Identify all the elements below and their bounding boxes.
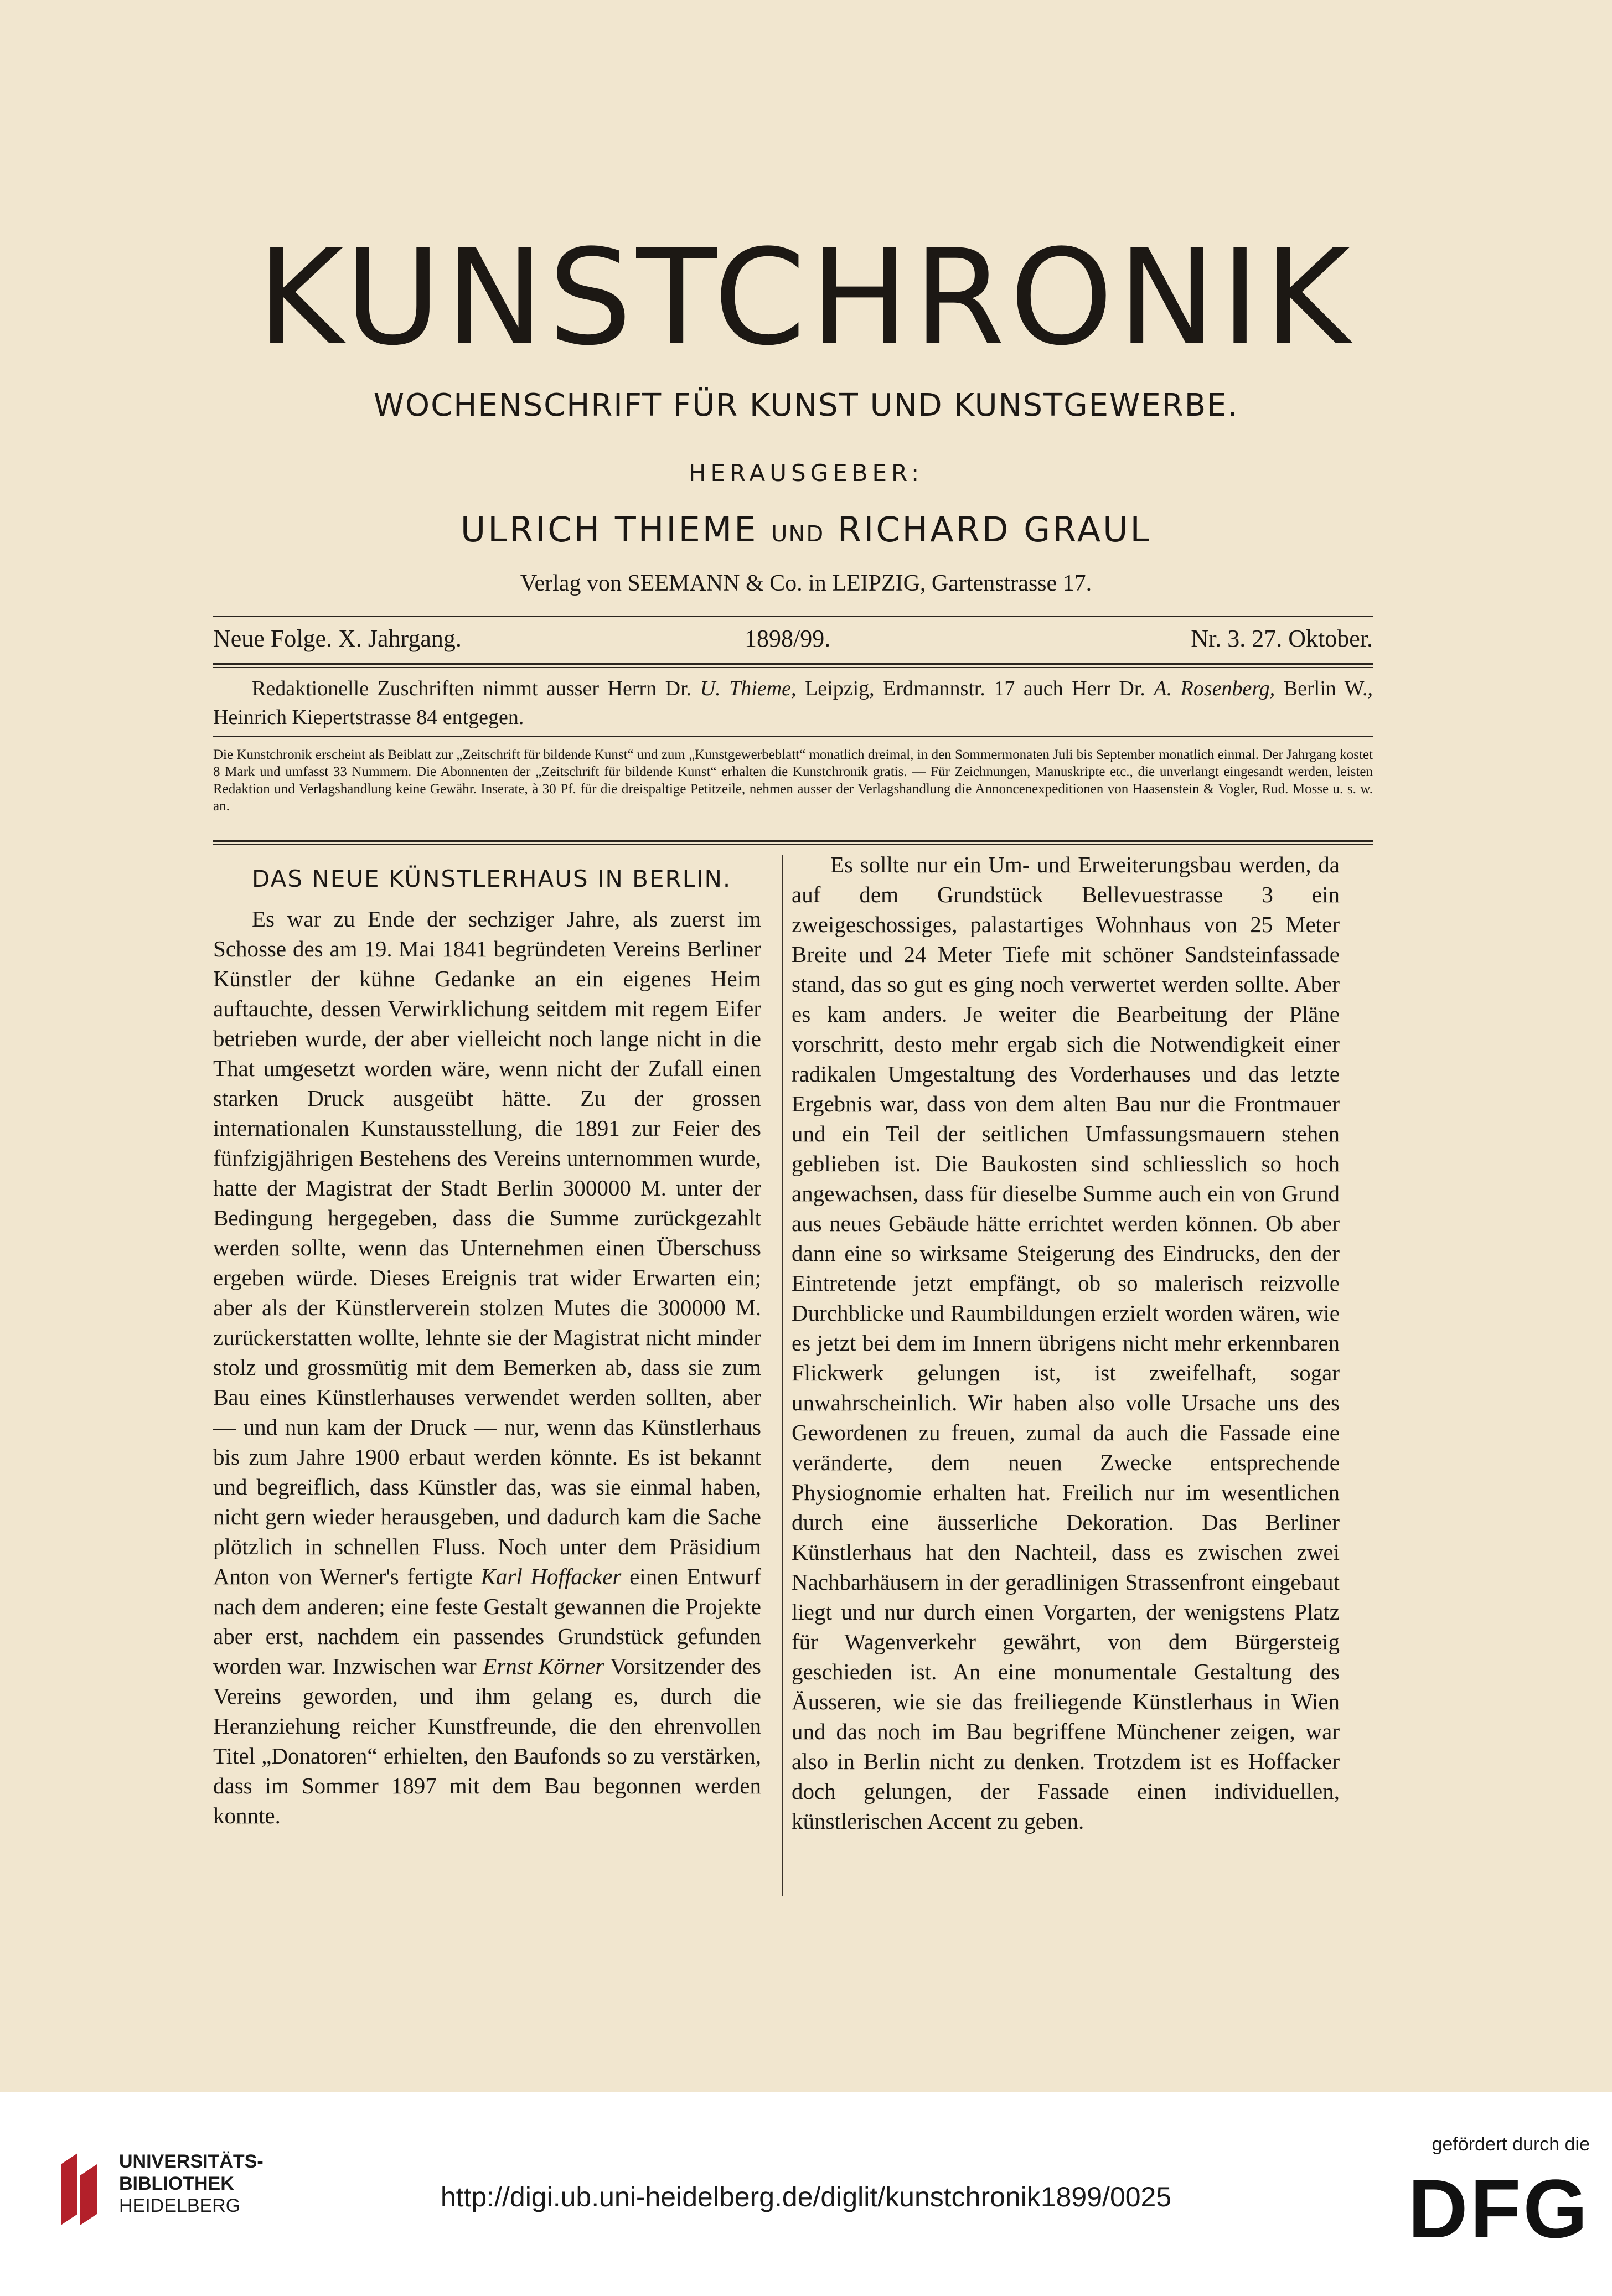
article-title: DAS NEUE KÜNSTLERHAUS IN BERLIN. — [252, 865, 732, 892]
article-text-c: Vorsitzender des Vereins geworden, und ihm gelang es, durch die Heranziehung reicher Kunstfreunde, die den ehrenvollen Titel „Donatoren“ erhielten, den Baufonds so zu verstärken, dass im Sommer 1897 mit dem Bau begonnen werden konnte. — [213, 1653, 761, 1828]
editors-und: UND — [771, 521, 825, 547]
column-divider — [782, 855, 783, 1896]
rule-under-notice — [213, 840, 1373, 845]
article-text-b: einen Entwurf nach dem anderen; eine feste Gestalt gewannen die Projekte aber erst, nachdem ein passendes Grundstück gefunden worden war. Inzwischen war — [213, 1564, 761, 1679]
editors-line — [0, 509, 1612, 550]
article-name-hoffacker: Karl Hoffacker — [480, 1564, 622, 1589]
library-name-line-3: HEIDELBERG — [119, 2195, 241, 2216]
redaktion-name-rosenberg: A. Rosenberg, — [1154, 677, 1275, 700]
article-paragraph-1 — [213, 904, 761, 1830]
rule-top — [213, 612, 1373, 617]
dfg-logo: DFG — [1408, 2162, 1590, 2255]
masthead-title: KUNSTCHRONIK — [257, 221, 1355, 375]
article-paragraph-2 — [792, 850, 1340, 1836]
funded-by-label: gefördert durch die — [1432, 2134, 1590, 2155]
rule-under-redaktion — [213, 732, 1373, 737]
rule-under-issue — [213, 663, 1373, 668]
subscription-notice: Die Kunstchronik erscheint als Beiblatt zur „Zeitschrift für bildende Kunst“ und zum „Kunstgewerbeblatt“ monatlich dreimal, in den Sommermonaten Juli bis September monatlich einmal. Der Jahrgang kostet 8 Mark und umfasst 33 Nummern. Die Abonnenten der „Zeitschrift für bildende Kunst“ erhalten die Kunstchronik gratis. — Für Zeichnungen, Manuskripte etc., die unverlangt eingesandt werden, leisten Redaktion und Verlagshandlung keine Gewähr. Inserate, à 30 Pf. für die dreispaltige Petitzeile, nehmen ausser der Verlagshandlung die Annoncenexpeditionen von Haasenstein & Vogler, Rud. Mosse u. s. w. an. — [213, 747, 1373, 814]
editor-thieme: ULRICH THIEME — [460, 509, 758, 550]
issue-row — [213, 624, 1373, 658]
article-text-a: Es war zu Ende der sechziger Jahre, als zuerst im Schosse des am 19. Mai 1841 begründeten Vereins Berliner Künstler der kühne Gedanke an ein eigenes Heim auftauchte, dessen Verwirklichung seitdem mit regem Eifer betrieben wurde, der aber vielleicht noch lange nicht in die That umgesetzt worden wäre, wenn nicht der Zufall einen starken Druck ausgeübt hätte. Zu der grossen internationalen Kunstausstellung, die 1891 zur Feier des fünfzigjährigen Bestehens des Vereins unternommen wurde, hatte der Magistrat der Stadt Berlin 300000 M. unter der Bedingung hergegeben, dass die Summe zurückgezahlt werden sollte, wenn das Unternehmen einen Überschuss ergeben würde. Dieses Ereignis trat wider Erwarten ein; aber als der Künstlerverein stolzen Mutes die 300000 M. zurückerstatten wollte, lehnte sie der Magistrat nicht minder stolz und grossmütig mit dem Bemerken ab, dass sie zum Bau eines Künstlerhauses verwendet werden sollten, aber — und nun kam der Druck — nur, wenn das Künstlerhaus bis zum Jahre 1900 erbaut werden könnte. Es ist bekannt und begreiflich, dass Künstler das, was sie einmal haben, nicht gern wieder herausgeben, und dadurch kam die Sache plötzlich in schnellen Fluss. Noch unter dem Präsidium Anton von Werner's fertigte — [213, 906, 761, 1589]
article-column-left — [213, 850, 761, 1830]
library-name-line-2: BIBLIOTHEK — [119, 2173, 234, 2194]
issue-series: Neue Folge. X. Jahrgang. — [213, 625, 462, 652]
issue-year: 1898/99. — [745, 625, 831, 652]
redaktion-text-3: Berlin W., Heinrich Kiepertstrasse 84 entgegen. — [213, 677, 1373, 729]
editor-graul: RICHARD GRAUL — [837, 509, 1152, 550]
redaktion-name-thieme: U. Thieme, — [700, 677, 797, 700]
herausgeber-label: HERAUSGEBER: — [688, 459, 924, 487]
article-column-right — [792, 850, 1340, 1836]
redaktion-text-1: Redaktionelle Zuschriften nimmt ausser Herrn Dr. — [252, 677, 700, 700]
library-name-line-1: UNIVERSITÄTS- — [119, 2151, 264, 2172]
masthead-subtitle: WOCHENSCHRIFT FÜR KUNST UND KUNSTGEWERBE. — [373, 387, 1239, 423]
permalink-url[interactable]: http://digi.ub.uni-heidelberg.de/diglit/kunstchronik1899/0025 — [440, 2181, 1172, 2212]
issue-number-date: Nr. 3. 27. Oktober. — [1191, 625, 1373, 652]
publisher-line: Verlag von SEEMANN & Co. in LEIPZIG, Gartenstrasse 17. — [520, 571, 1092, 596]
editorial-address — [213, 674, 1373, 732]
article-text-right: Es sollte nur ein Um- und Erweiterungsbau werden, da auf dem Grundstück Bellevuestrasse 3 ein zweigeschossiges, palastartiges Wohnhaus von 25 Meter Breite und 24 Meter Tiefe mit schöner Sandsteinfassade stand, das so gut es ging noch verwertet werden sollte. Aber es kam anders. Je weiter die Bearbeitung der Pläne vorschritt, desto mehr ergab sich die Notwendigkeit einer radikalen Umgestaltung des Vorderhauses und das letzte Ergebnis war, dass von dem alten Bau nur die Frontmauer und ein Teil der seitlichen Umfassungsmauern stehen geblieben ist. Die Baukosten sind schliesslich so hoch angewachsen, dass für dieselbe Summe auch ein von Grund aus neues Gebäude hätte errichtet werden können. Ob aber dann eine so wirksame Steigerung des Eindrucks, den der Eintretende jetzt empfängt, ob so malerisch reizvolle Durchblicke und Raumbildungen erzielt worden wären, wie es jetzt bei dem im Innern übrigens nicht mehr erkennbaren Flickwerk gelungen ist, ist zweifelhaft, sogar unwahrscheinlich. Wir haben also volle Ursache uns des Gewordenen zu freuen, zumal da auch die Fassade eine veränderte, dem neuen Zwecke entsprechende Physiognomie erhalten hat. Freilich nur im wesentlichen durch eine äusserliche Dekoration. Das Berliner Künstlerhaus hat den Nachteil, dass es zwischen zwei Nachbarhäusern in der geradlinigen Strassenfront eingebaut liegt und nur durch einen Vorgarten, der wenigstens Platz für Wagenverkehr gewährt, von dem Bürgersteig geschieden ist. An eine monumentale Gestaltung des Äusseren, wie sie das freiliegende Künstlerhaus in Wien und das noch im Bau begriffene Münchener zeigen, war also in Berlin nicht zu denken. Trotzdem ist es Hoffacker doch gelungen, der Fassade einen individuellen, künstlerischen Accent zu geben. — [792, 852, 1340, 1834]
article-name-koerner: Ernst Körner — [483, 1653, 604, 1679]
redaktion-text-2: Leipzig, Erdmannstr. 17 auch Herr Dr. — [796, 677, 1154, 700]
